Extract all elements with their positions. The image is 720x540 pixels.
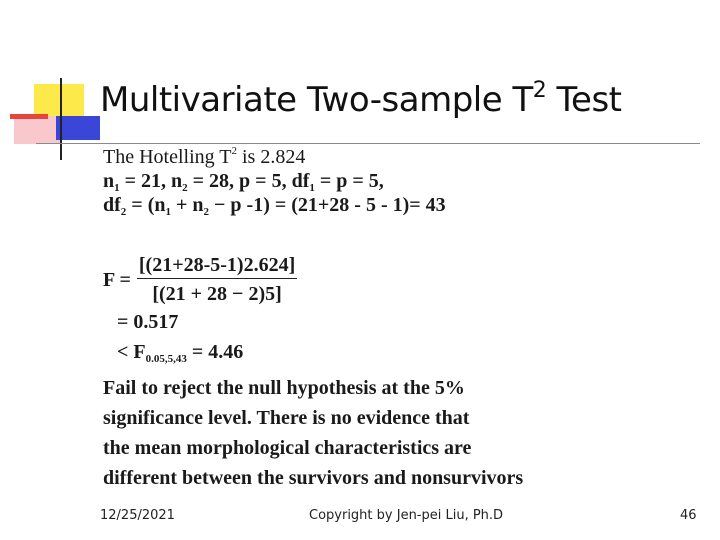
df2-value: − p -1) = (21+28 - 5 - 1)= 43	[209, 194, 446, 216]
page-number: 46	[680, 508, 697, 523]
f-critical-value: = 4.46	[186, 341, 244, 363]
n1-label: n	[103, 170, 115, 192]
f-numerator: [(21+28-5-1)2.624]	[137, 253, 297, 279]
slide-title	[100, 80, 622, 120]
title-main: Multivariate Two-sample T	[100, 80, 533, 120]
title-superscript: 2	[532, 78, 547, 103]
df2-n1-sub: 1	[165, 206, 171, 218]
footer-date: 12/25/2021	[100, 508, 175, 523]
f-critical-sub: 0.05,5,43	[145, 353, 187, 365]
df2-n2-sub: 2	[203, 206, 210, 218]
hotelling-value: is 2.824	[237, 146, 306, 168]
conclusion-line: the mean morphological characteristics are	[103, 437, 472, 459]
f-label: F =	[103, 268, 131, 291]
df2-line	[103, 193, 693, 217]
decor-pink-block	[14, 116, 60, 144]
df2-sub: 2	[120, 206, 127, 218]
footer-copyright: Copyright by Jen-pei Liu, Ph.D	[309, 508, 504, 523]
df2-n1: = (n	[126, 194, 166, 216]
f-value-line: = 0.517	[117, 311, 179, 333]
decor-red-bar	[10, 114, 48, 119]
df2-label: df	[103, 194, 121, 216]
decor-blue-block	[56, 116, 100, 140]
f-fraction	[137, 253, 297, 307]
conclusion-line: different between the survivors and nonsurvivors	[103, 467, 524, 489]
n2-label: = 21, n	[119, 170, 183, 192]
n2-sub: 2	[182, 182, 188, 194]
title-end: Test	[546, 80, 622, 120]
sample-sizes-line	[103, 169, 693, 193]
conclusion-line: significance level. There is no evidence that	[103, 407, 470, 429]
slide-content	[103, 145, 693, 493]
decor-vertical-line	[60, 78, 62, 160]
df1-value: = p = 5,	[314, 170, 384, 192]
df2-n2: + n	[170, 194, 204, 216]
f-critical-label: < F	[117, 341, 146, 363]
conclusion-text	[103, 373, 693, 493]
title-underline	[36, 143, 700, 144]
df1-sub: 1	[309, 182, 315, 194]
f-critical-line	[117, 337, 693, 367]
n1-sub: 1	[114, 182, 120, 194]
f-statistic-formula	[103, 253, 693, 307]
df1-label: = 28, p = 5, df	[187, 170, 310, 192]
hotelling-statement	[103, 145, 693, 169]
hotelling-text: The Hotelling T	[103, 146, 232, 168]
conclusion-line: Fail to reject the null hypothesis at the 5%	[103, 377, 465, 399]
hotelling-sup: 2	[231, 145, 237, 157]
f-denominator: [(21 + 28 − 2)5]	[152, 283, 282, 305]
